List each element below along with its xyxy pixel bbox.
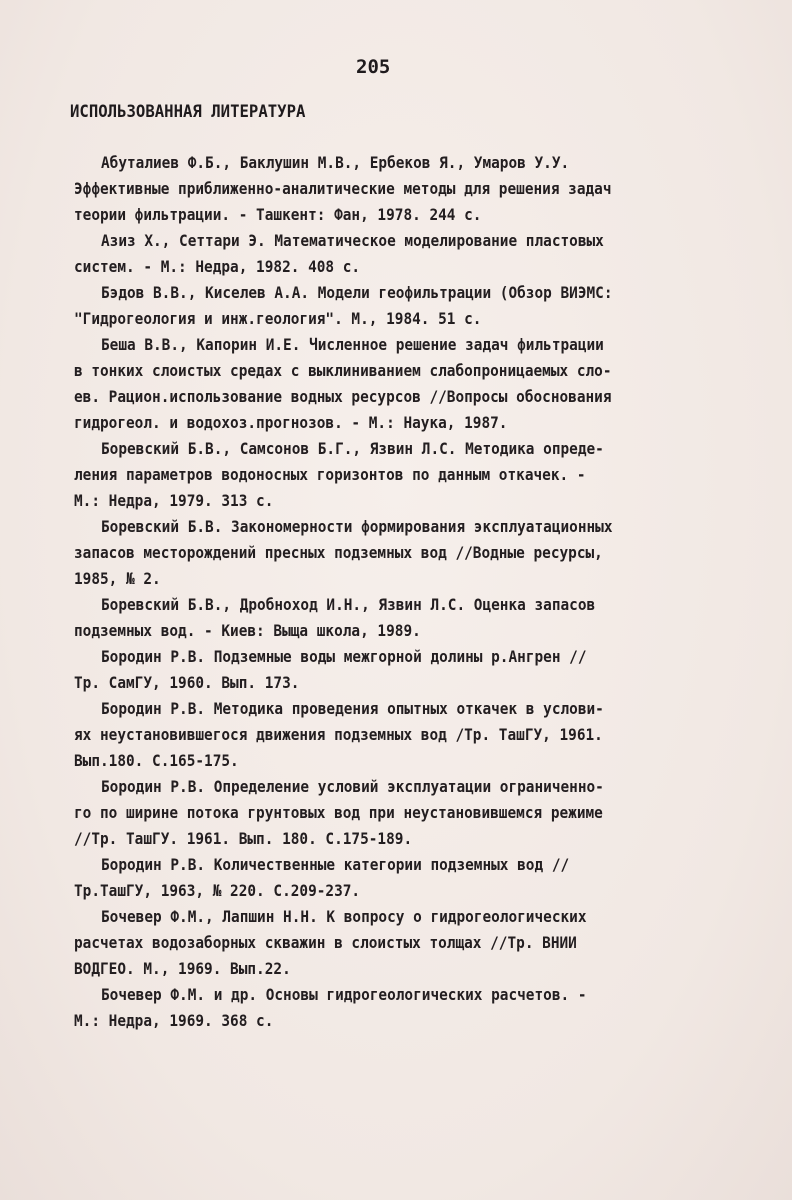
- reference-line: М.: Недра, 1969. 368 с.: [74, 1011, 274, 1030]
- reference-entry: [74, 150, 738, 228]
- reference-entry: [74, 592, 738, 644]
- reference-entry: [74, 228, 738, 280]
- reference-line: М.: Недра, 1979. 313 с.: [74, 491, 274, 510]
- reference-line: 1985, № 2.: [74, 569, 161, 588]
- reference-line: расчетах водозаборных скважин в слоистых толщах //Тр. ВНИИ: [74, 933, 577, 952]
- reference-line: "Гидрогеология и инж.геология". М., 1984. 51 с.: [74, 309, 482, 328]
- reference-line: го по ширине потока грунтовых вод при неустановившемся режиме: [74, 803, 603, 822]
- reference-line: теории фильтрации. - Ташкент: Фан, 1978. 244 с.: [74, 205, 482, 224]
- reference-line: Бочевер Ф.М., Лапшин Н.Н. К вопросу о гидрогеологических: [101, 907, 587, 926]
- reference-line: ев. Рацион.использование водных ресурсов //Вопросы обоснования: [74, 387, 612, 406]
- reference-line: Боревский Б.В., Самсонов Б.Г., Язвин Л.С. Методика опреде-: [101, 439, 604, 458]
- reference-line: Бородин Р.В. Количественные категории подземных вод //: [101, 855, 570, 874]
- reference-line: Бэдов В.В., Киселев А.А. Модели геофильтрации (Обзор ВИЭМС:: [101, 283, 613, 302]
- reference-line: Бородин Р.В. Методика проведения опытных откачек в услови-: [101, 699, 604, 718]
- reference-line: гидрогеол. и водохоз.прогнозов. - М.: Наука, 1987.: [74, 413, 508, 432]
- reference-entry: [74, 280, 738, 332]
- reference-line: Бородин Р.В. Определение условий эксплуатации ограниченно-: [101, 777, 604, 796]
- reference-line: ления параметров водоносных горизонтов по данным откачек. -: [74, 465, 586, 484]
- reference-line: Боревский Б.В. Закономерности формирования эксплуатационных: [101, 517, 613, 536]
- reference-line: Бочевер Ф.М. и др. Основы гидрогеологических расчетов. -: [101, 985, 587, 1004]
- reference-line: Тр. СамГУ, 1960. Вып. 173.: [74, 673, 300, 692]
- reference-entry: [74, 982, 738, 1034]
- reference-entry: [74, 644, 738, 696]
- reference-line: ях неустановившегося движения подземных вод /Тр. ТашГУ, 1961.: [74, 725, 603, 744]
- reference-line: Абуталиев Ф.Б., Баклушин М.В., Ербеков Я., Умаров У.У.: [101, 153, 570, 172]
- reference-line: Тр.ТашГУ, 1963, № 220. С.209-237.: [74, 881, 361, 900]
- page-number: 205: [356, 56, 391, 78]
- reference-line: в тонких слоистых средах с выклиниванием слабопроницаемых сло-: [74, 361, 612, 380]
- reference-entry: [74, 696, 738, 774]
- reference-line: //Тр. ТашГУ. 1961. Вып. 180. С.175-189.: [74, 829, 413, 848]
- reference-entry: [74, 514, 738, 592]
- reference-entry: [74, 852, 738, 904]
- reference-line: запасов месторождений пресных подземных вод //Водные ресурсы,: [74, 543, 603, 562]
- reference-line: Эффективные приближенно-аналитические методы для решения задач: [74, 179, 612, 198]
- reference-line: Вып.180. С.165-175.: [74, 751, 239, 770]
- reference-line: Боревский Б.В., Дробноход И.Н., Язвин Л.С. Оценка запасов: [101, 595, 596, 614]
- reference-line: подземных вод. - Киев: Выща школа, 1989.: [74, 621, 421, 640]
- reference-line: Беша В.В., Капорин И.Е. Численное решение задач фильтрации: [101, 335, 604, 354]
- reference-entry: [74, 436, 738, 514]
- reference-line: Азиз Х., Сеттари Э. Математическое моделирование пластовых: [101, 231, 604, 250]
- reference-entry: [74, 332, 738, 436]
- reference-entry: [74, 904, 738, 982]
- reference-list: [74, 150, 738, 1034]
- reference-line: Бородин Р.В. Подземные воды межгорной долины р.Ангрен //: [101, 647, 587, 666]
- section-heading: ИСПОЛЬЗОВАННАЯ ЛИТЕРАТУРА: [70, 102, 306, 122]
- reference-line: ВОДГЕО. М., 1969. Вып.22.: [74, 959, 291, 978]
- reference-line: систем. - М.: Недра, 1982. 408 с.: [74, 257, 361, 276]
- reference-entry: [74, 774, 738, 852]
